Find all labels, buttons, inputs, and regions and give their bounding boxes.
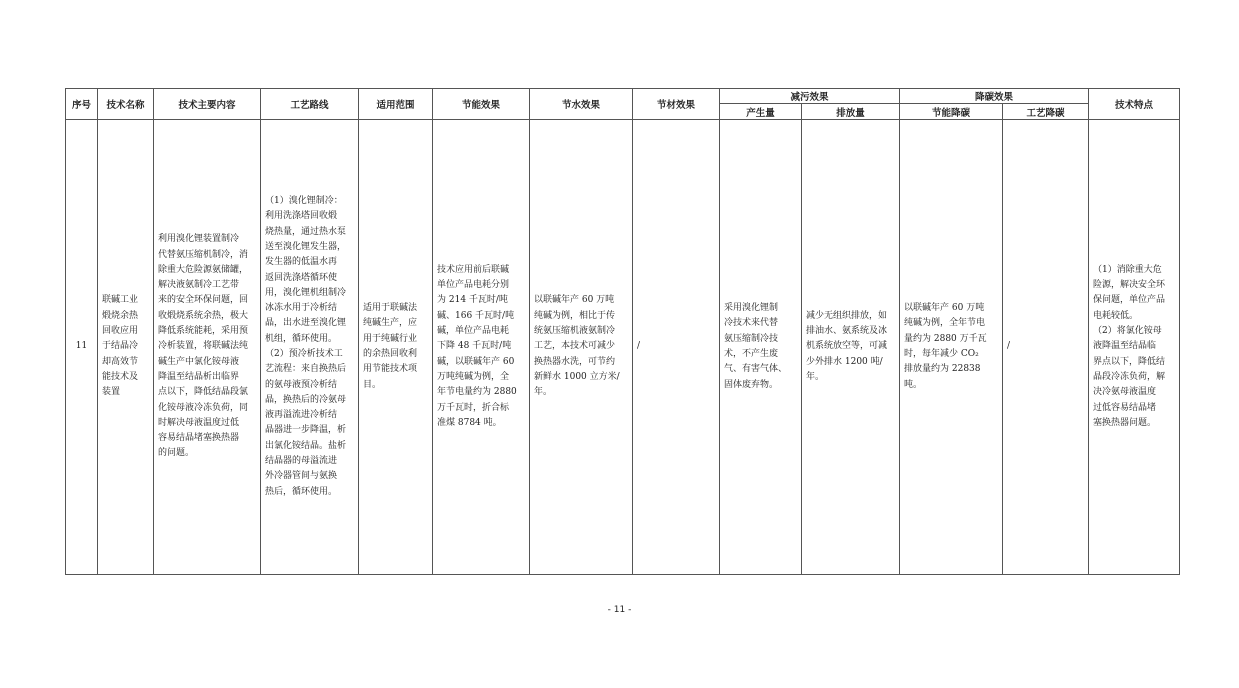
- text-line: 来的安全环保问题，回: [158, 295, 249, 306]
- text-line: 以联碱年产 60 万吨: [534, 295, 615, 306]
- text-line: （1）消除重大危: [1093, 264, 1162, 275]
- text-line: 利用洗涤塔回收煅: [265, 211, 338, 222]
- text-line: 晶，换热后的冷氨母: [265, 394, 347, 405]
- cell-energy: [433, 120, 530, 575]
- header-route: 工艺路线: [261, 89, 359, 120]
- text-line: 用节能技术项: [363, 364, 418, 375]
- text-line: 用于纯碱行业: [363, 333, 418, 344]
- text-line: 代替氨压缩机制冷，消: [158, 249, 249, 260]
- cell-carbon-process: /: [1003, 120, 1089, 575]
- text-line: 联碱工业: [102, 295, 139, 306]
- text-line: （2）将氯化铵母: [1093, 326, 1162, 337]
- text-line: 于结晶冷: [102, 341, 139, 352]
- text-line: 时，每年减少 CO₂: [904, 349, 979, 359]
- text-line: 排放量约为 22838: [904, 364, 981, 375]
- text-line: 新鲜水 1000 立方米/: [534, 371, 620, 382]
- header-seq: 序号: [66, 89, 98, 120]
- text-line: 气、有害气体、: [724, 364, 788, 375]
- text-line: 的氨母液预冷析结: [265, 379, 338, 390]
- text-line: 能技术及: [102, 371, 139, 382]
- cell-pollution-emit: [802, 120, 900, 575]
- text-line: 为 214 千瓦时/吨: [437, 295, 508, 306]
- text-line: 塞换热器问题。: [1093, 417, 1157, 428]
- text-line: 万千瓦时，折合标: [437, 402, 510, 413]
- text-line: 界点以下，降低结: [1093, 356, 1166, 367]
- text-line: 过低容易结晶堵: [1093, 402, 1157, 413]
- text-line: 机组，循环使用。: [265, 333, 338, 344]
- text-line: 目。: [363, 379, 382, 390]
- text-line: 用，溴化锂机组制冷: [265, 287, 347, 298]
- text-line: 单位产品电耗分别: [437, 280, 510, 291]
- header-pollution-gen: 产生量: [720, 104, 802, 120]
- text-line: 液降温至结晶临: [1093, 341, 1157, 352]
- text-line: 晶段冷冻负荷，解: [1093, 371, 1166, 382]
- text-line: 技术应用前后联碱: [437, 264, 510, 275]
- text-line: 利用溴化锂装置制冷: [158, 234, 240, 245]
- text-line: 的问题。: [158, 448, 195, 459]
- text-line: 化铵母液冷冻负荷，同: [158, 402, 249, 413]
- cell-content: [154, 120, 261, 575]
- text-line: 降低系统能耗，采用预: [158, 326, 249, 337]
- text-line: 机系统放空等，可减: [806, 341, 888, 352]
- cell-seq: 11: [66, 120, 98, 575]
- text-line: 时解决母液温度过低: [158, 417, 240, 428]
- header-name: 技术名称: [98, 89, 154, 120]
- text-line: 少外排水 1200 吨/: [806, 356, 883, 367]
- text-line: 吨。: [904, 379, 923, 390]
- text-line: 准煤 8784 吨。: [437, 417, 502, 428]
- cell-name: [98, 120, 154, 575]
- text-line: 收煅烧系统余热，极大: [158, 310, 249, 321]
- cell-material: /: [633, 120, 720, 575]
- text-line: 容易结晶堵塞换热器: [158, 433, 240, 444]
- text-line: 年节电量约为 2880: [437, 387, 517, 398]
- text-line: 碱，以联碱年产 60: [437, 356, 515, 367]
- text-line: 回收应用: [102, 326, 139, 337]
- header-scope: 适用范围: [359, 89, 433, 120]
- text-line: 碱，单位产品电耗: [437, 326, 510, 337]
- text-line: 减少无组织排放，如: [806, 310, 888, 321]
- page-number: - 11 -: [607, 605, 632, 615]
- text-line: 以联碱年产 60 万吨: [904, 303, 985, 314]
- table-row: [66, 120, 1180, 575]
- text-line: 出氯化铵结晶。盐析: [265, 440, 347, 451]
- cell-pollution-gen: [720, 120, 802, 575]
- text-line: 点以下，降低结晶段氯: [158, 387, 249, 398]
- text-line: 采用溴化锂制: [724, 303, 779, 314]
- cell-water: [530, 120, 633, 575]
- text-line: 险源，解决安全环: [1093, 280, 1166, 291]
- text-line: 术，不产生废: [724, 349, 779, 359]
- text-line: 纯碱生产，应: [363, 318, 418, 329]
- header-material: 节材效果: [633, 89, 720, 120]
- text-line: 却高效节: [102, 356, 139, 367]
- header-content: 技术主要内容: [154, 89, 261, 120]
- text-line: 晶器进一步降温，析: [265, 425, 347, 436]
- text-line: 煅烧余热: [102, 310, 139, 321]
- text-line: 适用于联碱法: [363, 303, 418, 314]
- text-line: 固体废弃物。: [724, 379, 779, 390]
- technology-table: [65, 88, 1180, 575]
- text-line: 万吨纯碱为例，全: [437, 371, 510, 382]
- text-line: 量约为 2880 万千瓦: [904, 333, 987, 344]
- text-line: 冷技术来代替: [724, 318, 779, 329]
- header-energy: 节能效果: [433, 89, 530, 120]
- text-line: 下降 48 千瓦时/吨: [437, 341, 512, 352]
- text-line: 年。: [534, 387, 553, 398]
- text-line: 电耗较低。: [1093, 310, 1139, 321]
- text-line: 决冷氨母液温度: [1093, 387, 1157, 398]
- text-line: 纯碱为例，相比于传: [534, 310, 616, 321]
- text-line: 工艺，本技术可减少: [534, 341, 616, 352]
- text-line: 发生器的低温水再: [265, 257, 338, 268]
- text-line: 冰冻水用于冷析结: [265, 303, 338, 314]
- text-line: 排油水、氨系统及冰: [806, 326, 888, 337]
- text-line: 解决液氨制冷工艺带: [158, 280, 240, 291]
- text-line: 送至溴化锂发生器，: [265, 241, 347, 252]
- header-carbon-energy: 节能降碳: [900, 104, 1003, 120]
- text-line: 液再溢流进冷析结: [265, 410, 338, 421]
- text-line: 结晶器的母溢流进: [265, 456, 338, 467]
- header-pollution-emit: 排放量: [802, 104, 900, 120]
- text-line: 冷析装置，将联碱法纯: [158, 341, 249, 352]
- text-line: 统氨压缩机液氨制冷: [534, 326, 616, 337]
- text-line: 纯碱为例，全年节电: [904, 318, 986, 329]
- cell-route: [261, 120, 359, 575]
- header-carbon: 降碳效果: [900, 89, 1089, 104]
- text-line: （2）预冷析技术工: [265, 349, 343, 359]
- text-line: 的余热回收利: [363, 349, 418, 359]
- text-line: 返回洗涤塔循环使: [265, 272, 338, 283]
- text-line: 保问题，单位产品: [1093, 295, 1166, 306]
- text-line: 艺流程：来自换热后: [265, 364, 347, 375]
- text-line: 年。: [806, 371, 825, 382]
- cell-scope: [359, 120, 433, 575]
- cell-features: [1089, 120, 1180, 575]
- header-pollution: 减污效果: [720, 89, 900, 104]
- header-carbon-process: 工艺降碳: [1003, 104, 1089, 120]
- text-line: 换热器水洗，可节约: [534, 356, 616, 367]
- text-line: 装置: [102, 387, 121, 398]
- text-line: 烧热量，通过热水泵: [265, 226, 347, 237]
- text-line: （1）溴化锂制冷：: [265, 196, 343, 207]
- text-line: 降温至结晶析出临界: [158, 371, 240, 382]
- text-line: 氨压缩制冷技: [724, 333, 779, 344]
- text-line: 外冷器管间与氨换: [265, 471, 338, 482]
- header-features: 技术特点: [1089, 89, 1180, 120]
- text-line: 碱、166 千瓦时/吨: [437, 310, 515, 321]
- cell-carbon-energy: [900, 120, 1003, 575]
- header-water: 节水效果: [530, 89, 633, 120]
- text-line: 热后，循环使用。: [265, 486, 338, 497]
- text-line: 除重大危险源氨储罐，: [158, 264, 249, 275]
- text-line: 碱生产中氯化铵母液: [158, 356, 240, 367]
- text-line: 晶，出水进至溴化锂: [265, 318, 347, 329]
